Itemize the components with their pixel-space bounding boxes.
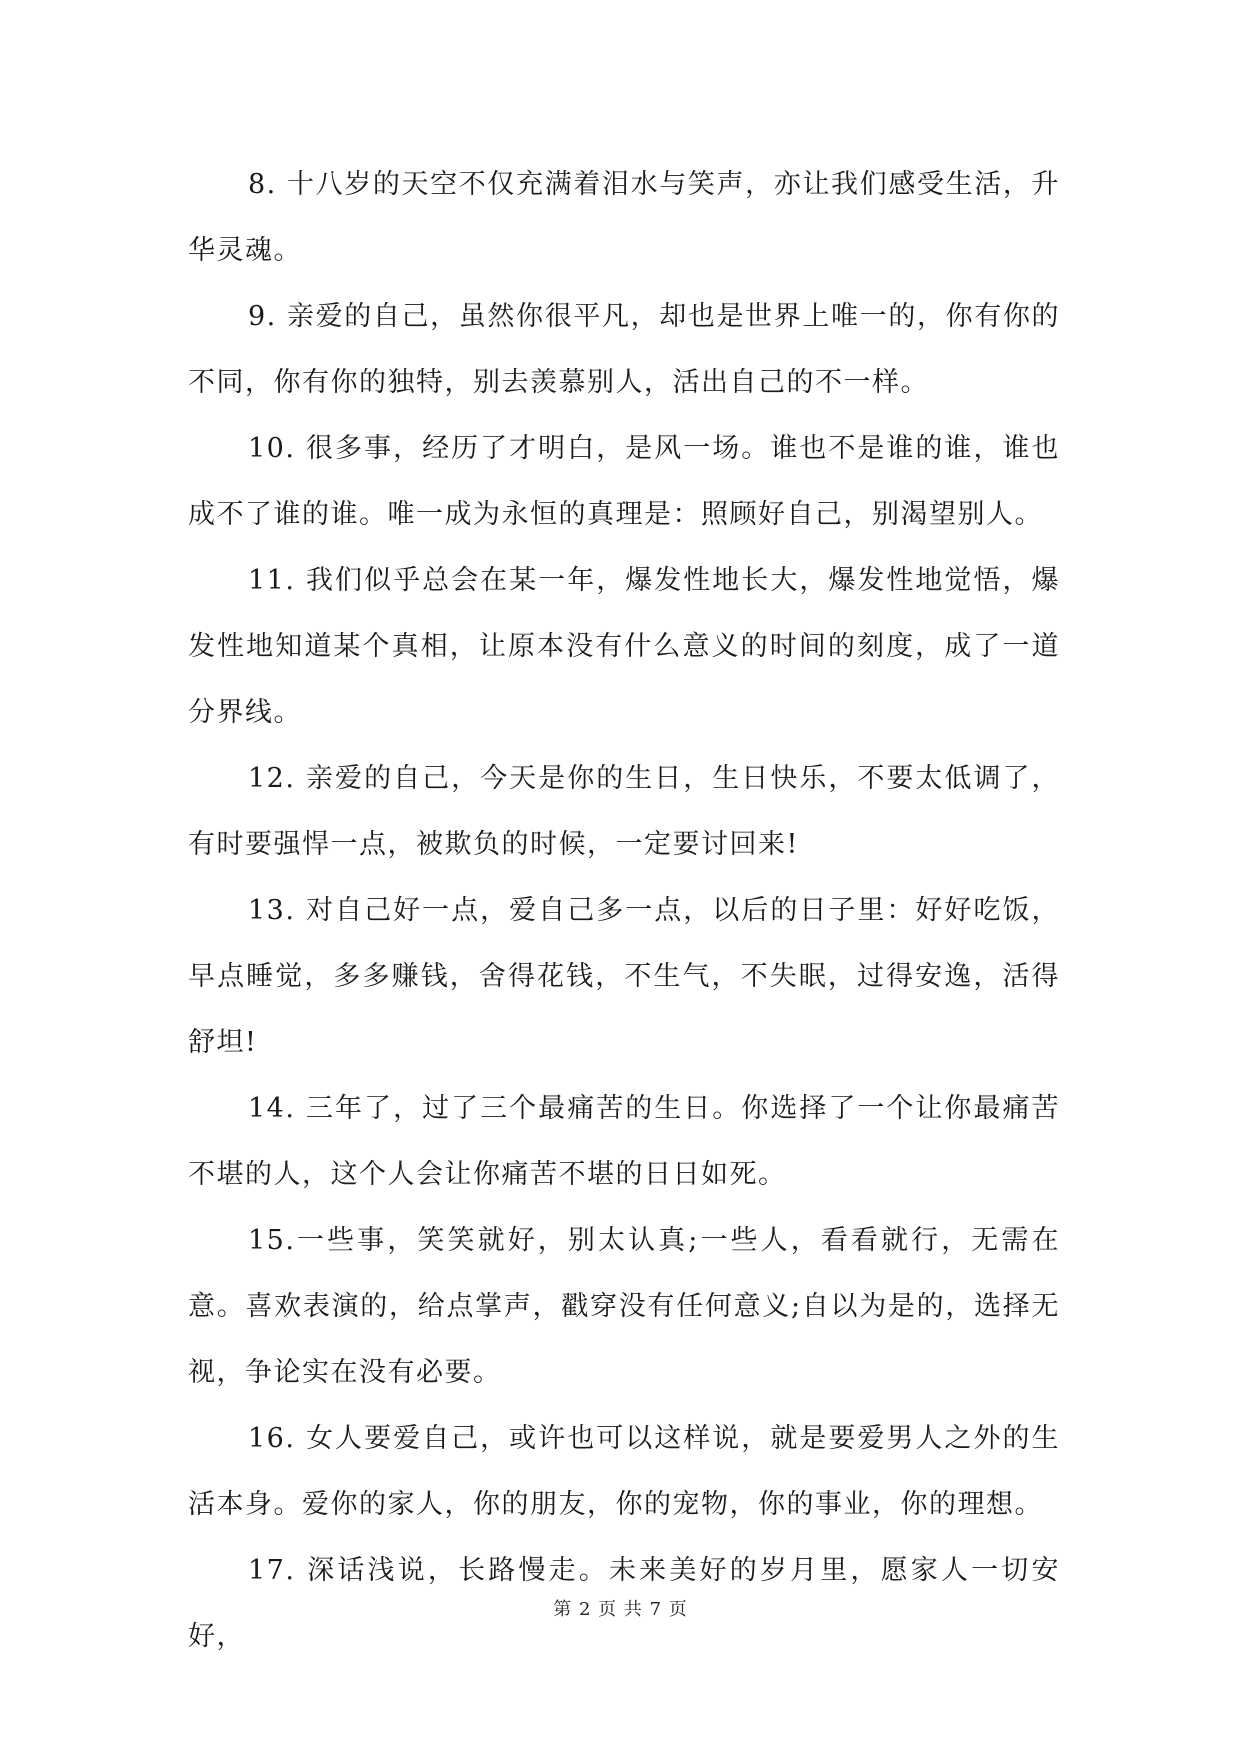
paragraph-15: 15.一些事，笑笑就好，别太认真;一些人，看看就行，无需在意。喜欢表演的，给点掌声，戳穿没有任何意义;自以为是的，选择无视，争论实在没有必要。 xyxy=(188,1225,1060,1388)
paragraph-16: 16. 女人要爱自己，或许也可以这样说，就是要爱男人之外的生活本身。爱你的家人，你的朋友，你的宠物，你的事业，你的理想。 xyxy=(188,1423,1060,1520)
paragraph-17: 17. 深话浅说，长路慢走。未来美好的岁月里，愿家人一切安好， xyxy=(188,1555,1060,1652)
page-number-footer: 第 2 页 共 7 页 xyxy=(553,1599,688,1620)
paragraph-11: 11. 我们似乎总会在某一年，爆发性地长大，爆发性地觉悟，爆发性地知道某个真相，让原本没有什么意义的时间的刻度，成了一道分界线。 xyxy=(188,565,1060,728)
page-body xyxy=(188,152,1060,1670)
paragraph-8: 8. 十八岁的天空不仅充满着泪水与笑声，亦让我们感受生活，升华灵魂。 xyxy=(188,169,1060,266)
paragraph-9: 9. 亲爱的自己，虽然你很平凡，却也是世界上唯一的，你有你的不同，你有你的独特，别去羡慕别人，活出自己的不一样。 xyxy=(188,301,1060,398)
paragraph-13: 13. 对自己好一点，爱自己多一点，以后的日子里：好好吃饭，早点睡觉，多多赚钱，舍得花钱，不生气，不失眠，过得安逸，活得舒坦! xyxy=(188,895,1060,1058)
paragraph-12: 12. 亲爱的自己，今天是你的生日，生日快乐，不要太低调了，有时要强悍一点，被欺负的时候，一定要讨回来! xyxy=(188,763,1060,860)
paragraph-10: 10. 很多事，经历了才明白，是风一场。谁也不是谁的谁，谁也成不了谁的谁。唯一成为永恒的真理是：照顾好自己，别渴望别人。 xyxy=(188,433,1060,530)
paragraph-14: 14. 三年了，过了三个最痛苦的生日。你选择了一个让你最痛苦不堪的人，这个人会让你痛苦不堪的日日如死。 xyxy=(188,1093,1060,1190)
